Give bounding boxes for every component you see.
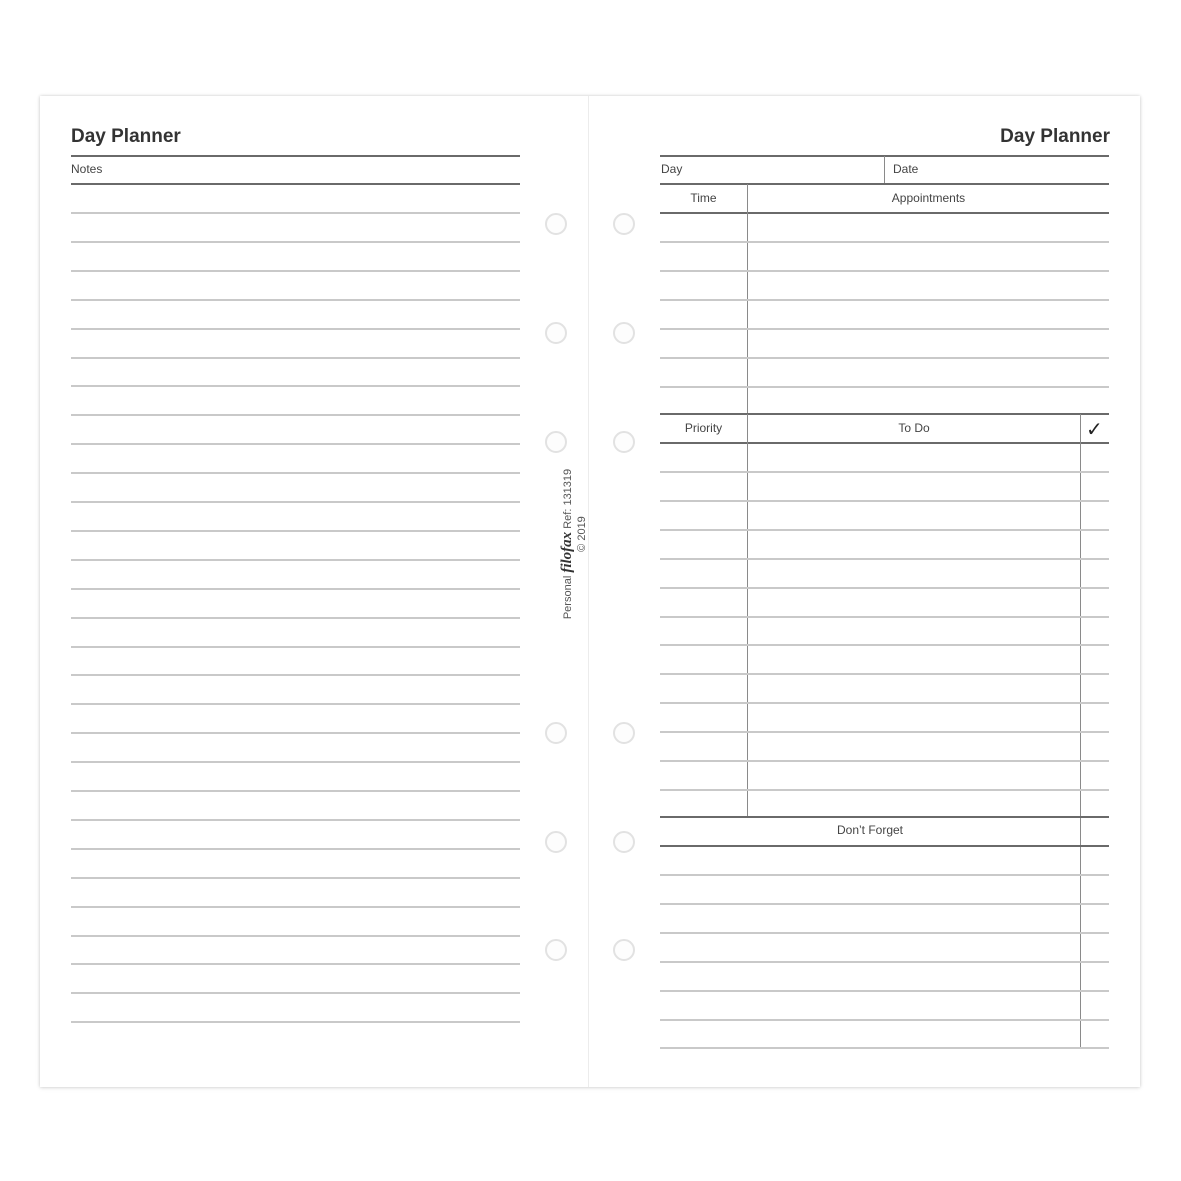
appointment-ruled-line (660, 241, 1109, 243)
dont-forget-ruled-line (660, 932, 1109, 934)
ring-hole (613, 431, 635, 453)
ring-hole (613, 322, 635, 344)
edition-label: Personal (562, 575, 574, 620)
notes-ruled-line (71, 299, 520, 301)
todo-ruled-line (660, 702, 1109, 704)
dont-forget-top-line (660, 816, 1109, 818)
notes-ruled-line (71, 819, 520, 821)
appointment-ruled-line (660, 270, 1109, 272)
notes-ruled-line (71, 790, 520, 792)
todo-ruled-line (660, 587, 1109, 589)
notes-ruled-line (71, 414, 520, 416)
todo-column-header: To Do (898, 421, 930, 435)
notes-ruled-line (71, 588, 520, 590)
ring-hole (613, 939, 635, 961)
todo-ruled-line (660, 471, 1109, 473)
dont-forget-ruled-line (660, 1019, 1109, 1021)
notes-label: Notes (71, 162, 103, 176)
notes-ruled-line (71, 501, 520, 503)
appointments-header-line (660, 212, 1109, 214)
dont-forget-ruled-line (660, 1047, 1109, 1049)
todo-ruled-line (660, 616, 1109, 618)
notes-ruled-line (71, 703, 520, 705)
appointment-ruled-line (660, 328, 1109, 330)
day-field-label: Day (661, 162, 683, 176)
dont-forget-ruled-line (660, 990, 1109, 992)
notes-ruled-line (71, 761, 520, 763)
ring-hole (545, 939, 567, 961)
ring-hole (545, 213, 567, 235)
appointment-ruled-line (660, 386, 1109, 388)
appointments-column-header: Appointments (891, 191, 966, 205)
notes-header-line (71, 183, 520, 185)
left-page-title: Day Planner (71, 126, 181, 147)
todo-ruled-line (660, 644, 1109, 646)
copyright-text: © 2019 (576, 516, 588, 552)
notes-ruled-line (71, 357, 520, 359)
time-column-header: Time (690, 191, 717, 205)
ring-hole (613, 722, 635, 744)
ring-hole (545, 831, 567, 853)
dont-forget-ruled-line (660, 874, 1109, 876)
priority-column-header: Priority (684, 421, 723, 435)
notes-ruled-line (71, 992, 520, 994)
notes-ruled-line (71, 385, 520, 387)
ring-hole (545, 722, 567, 744)
todo-ruled-line (660, 500, 1109, 502)
day-date-line (660, 183, 1109, 185)
notes-ruled-line (71, 241, 520, 243)
notes-ruled-line (71, 646, 520, 648)
todo-header-line (660, 442, 1109, 444)
notes-ruled-line (71, 270, 520, 272)
todo-ruled-line (660, 731, 1109, 733)
todo-ruled-line (660, 529, 1109, 531)
ring-hole (613, 831, 635, 853)
todo-ruled-line (660, 789, 1109, 791)
notes-ruled-line (71, 906, 520, 908)
ring-hole (613, 213, 635, 235)
day-date-divider (884, 156, 885, 183)
notes-ruled-line (71, 617, 520, 619)
notes-ruled-line (71, 877, 520, 879)
todo-ruled-line (660, 673, 1109, 675)
publisher-imprint (560, 444, 604, 644)
brand-logo: filofax (559, 531, 575, 573)
date-field-label: Date (893, 162, 919, 176)
todo-ruled-line (660, 760, 1109, 762)
right-page-title: Day Planner (1000, 126, 1110, 147)
notes-ruled-line (71, 674, 520, 676)
notes-ruled-line (71, 848, 520, 850)
notes-ruled-line (71, 212, 520, 214)
notes-ruled-line (71, 732, 520, 734)
todo-top-line (660, 413, 1109, 415)
notes-ruled-line (71, 530, 520, 532)
notes-ruled-line (71, 963, 520, 965)
left-title-underline (71, 155, 520, 157)
dont-forget-ruled-line (660, 961, 1109, 963)
dont-forget-ruled-line (660, 903, 1109, 905)
appointment-ruled-line (660, 357, 1109, 359)
dont-forget-header: Don’t Forget (836, 823, 904, 837)
checkmark-column-header: ✓ (1086, 419, 1103, 441)
notes-ruled-line (71, 328, 520, 330)
notes-ruled-line (71, 472, 520, 474)
todo-ruled-line (660, 558, 1109, 560)
notes-ruled-line (71, 559, 520, 561)
reference-number: Ref: 131319 (562, 468, 574, 529)
notes-ruled-line (71, 443, 520, 445)
appointment-ruled-line (660, 299, 1109, 301)
dont-forget-header-line (660, 845, 1109, 847)
notes-ruled-line (71, 1021, 520, 1023)
ring-hole (545, 322, 567, 344)
notes-ruled-line (71, 935, 520, 937)
